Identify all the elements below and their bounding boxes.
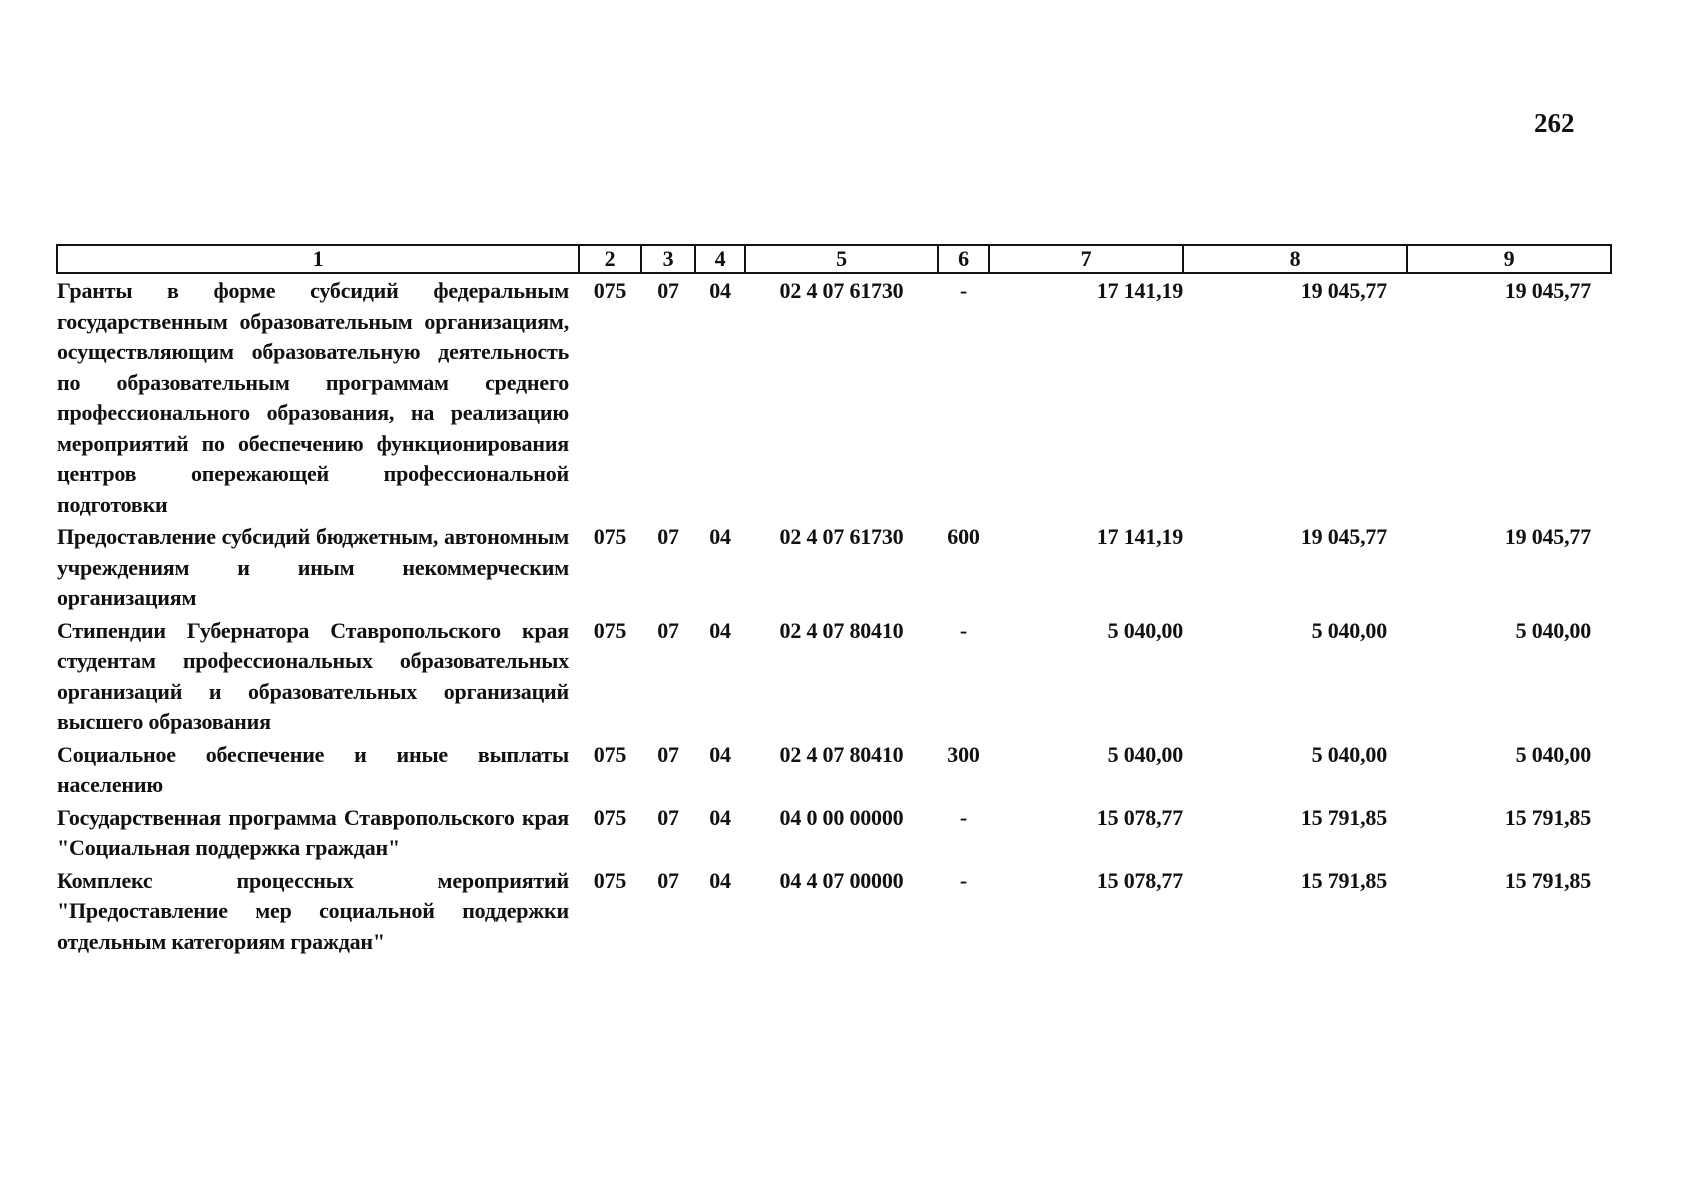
row-name: Комплекс процессных мероприятий "Предоставление мер социальной поддержки отдельным категориям граждан" [57, 867, 569, 954]
table-row [57, 614, 1611, 738]
table-row [57, 801, 1611, 864]
row-section-code: 07 [657, 741, 679, 767]
row-target-code: 02 4 07 61730 [779, 524, 904, 549]
header-col-1: 1 [57, 245, 579, 273]
row-value-col7: 5 040,00 [1107, 741, 1183, 767]
row-value-col7: 17 141,19 [1096, 278, 1183, 303]
table-row [57, 520, 1611, 614]
row-value-col9: 5 040,00 [1515, 617, 1591, 643]
table-row [57, 864, 1611, 958]
header-col-9: 9 [1407, 245, 1611, 273]
table-row [57, 273, 1611, 520]
row-section-code: 07 [657, 617, 679, 643]
row-value-col7: 15 078,77 [1096, 867, 1183, 893]
header-col-2: 2 [579, 245, 641, 273]
row-subsection-code: 04 [709, 867, 731, 893]
table-row [57, 738, 1611, 801]
row-admin-code: 075 [593, 524, 627, 549]
header-col-4: 4 [695, 245, 745, 273]
header-col-8: 8 [1183, 245, 1407, 273]
row-name: Государственная программа Ставропольского края "Социальная поддержка граждан" [57, 804, 569, 860]
budget-table [56, 244, 1612, 957]
header-col-5: 5 [745, 245, 938, 273]
row-admin-code: 075 [593, 867, 627, 893]
table-body [57, 273, 1611, 957]
header-col-6: 6 [938, 245, 989, 273]
row-target-code: 04 4 07 00000 [779, 867, 904, 893]
row-admin-code: 075 [593, 741, 627, 767]
row-expense-type: 600 [947, 524, 980, 549]
row-name: Гранты в форме субсидий федеральным государственным образовательным организациям, осуществляющим образовательную деятельность по образовательным программам среднего профессионального образования, на реализацию мероприятий по обеспечению функционирования центров опережающей профессиональной подготовки [57, 278, 569, 517]
row-subsection-code: 04 [709, 278, 731, 303]
row-section-code: 07 [657, 804, 679, 830]
row-target-code: 04 0 00 00000 [779, 804, 904, 830]
row-admin-code: 075 [593, 278, 627, 303]
row-value-col8: 5 040,00 [1311, 741, 1387, 767]
page-number: 262 [1534, 108, 1575, 138]
table-header [57, 245, 1611, 273]
row-expense-type: 300 [947, 741, 980, 767]
row-value-col8: 19 045,77 [1300, 524, 1387, 549]
row-section-code: 07 [657, 867, 679, 893]
row-expense-type: - [959, 867, 968, 893]
row-value-col9: 19 045,77 [1504, 278, 1591, 303]
row-section-code: 07 [657, 278, 679, 303]
row-admin-code: 075 [593, 804, 627, 830]
row-subsection-code: 04 [709, 617, 731, 643]
row-expense-type: - [959, 804, 968, 830]
header-row [57, 245, 1611, 273]
row-name: Стипендии Губернатора Ставропольского края студентам профессиональных образовательных организаций и образовательных организаций высшего образования [57, 617, 569, 734]
row-value-col7: 5 040,00 [1107, 617, 1183, 643]
row-name: Социальное обеспечение и иные выплаты населению [57, 741, 569, 797]
row-subsection-code: 04 [709, 804, 731, 830]
row-expense-type: - [959, 278, 968, 303]
row-expense-type: - [959, 617, 968, 643]
row-value-col9: 15 791,85 [1504, 804, 1591, 830]
row-admin-code: 075 [593, 617, 627, 643]
header-col-3: 3 [641, 245, 695, 273]
row-section-code: 07 [657, 524, 679, 549]
row-value-col9: 19 045,77 [1504, 524, 1591, 549]
row-value-col8: 5 040,00 [1311, 617, 1387, 643]
row-value-col8: 19 045,77 [1300, 278, 1387, 303]
row-value-col7: 15 078,77 [1096, 804, 1183, 830]
header-col-7: 7 [989, 245, 1183, 273]
row-value-col8: 15 791,85 [1300, 867, 1387, 893]
row-target-code: 02 4 07 80410 [779, 741, 904, 767]
row-value-col9: 15 791,85 [1504, 867, 1591, 893]
row-subsection-code: 04 [709, 524, 731, 549]
row-value-col7: 17 141,19 [1096, 524, 1183, 549]
row-name: Предоставление субсидий бюджетным, автономным учреждениям и иным некоммерческим организациям [57, 524, 569, 610]
row-value-col8: 15 791,85 [1300, 804, 1387, 830]
row-value-col9: 5 040,00 [1515, 741, 1591, 767]
row-target-code: 02 4 07 61730 [779, 278, 904, 303]
row-target-code: 02 4 07 80410 [779, 617, 904, 643]
row-subsection-code: 04 [709, 741, 731, 767]
